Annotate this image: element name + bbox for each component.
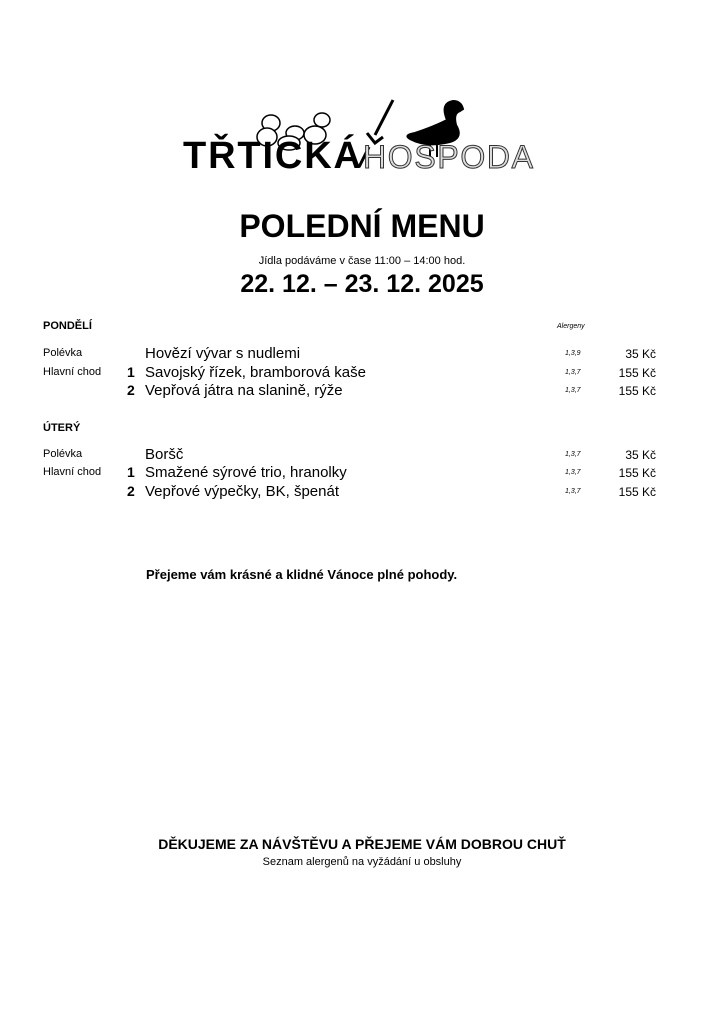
dish-price: 155 Kč [618,485,656,499]
day-heading: ÚTERÝ [43,422,81,434]
dish-allergens: 1,3,7 [565,369,581,376]
dish-allergens: 1,3,7 [565,387,581,394]
dish-name: Vepřová játra na slanině, rýže [145,382,343,399]
day-heading: PONDĚLÍ [43,320,92,332]
page-title: POLEDNÍ MENU [239,208,485,244]
dish-name: Hovězí vývar s nudlemi [145,345,301,362]
restaurant-logo [175,95,545,175]
dish-number: 1 [127,464,135,480]
logo-text-main: TŘTICKÁ [183,135,361,175]
allergen-note: Seznam alergenů na vyžádání u obsluhy [262,856,462,868]
dish-number: 2 [127,483,135,499]
dish-name: Smažené sýrové trio, hranolky [145,464,347,481]
category-label: Polévka [43,347,83,359]
dish-allergens: 1,3,7 [565,469,581,476]
allergens-header: Alergeny [557,323,585,330]
category-label: Hlavní chod [43,366,102,378]
serving-time: Jídla podáváme v čase 11:00 – 14:00 hod. [258,255,466,267]
dish-number: 1 [127,364,135,380]
dish-allergens: 1,3,7 [565,488,581,495]
dish-price: 155 Kč [618,366,656,380]
dish-price: 35 Kč [625,448,656,462]
dish-allergens: 1,3,9 [565,350,581,357]
dish-price: 155 Kč [618,384,656,398]
dish-number: 2 [127,382,135,398]
dish-name: Boršč [145,446,184,463]
category-label: Polévka [43,448,83,460]
dish-name: Vepřové výpečky, BK, špenát [145,483,339,500]
logo-text-secondary: HOSPODA [363,139,533,175]
dish-name: Savojský řízek, bramborová kaše [145,364,366,381]
footer-thanks: DĚKUJEME ZA NÁVŠTĚVU A PŘEJEME VÁM DOBROU CHUŤ [158,836,566,852]
category-label: Hlavní chod [43,466,102,478]
dish-allergens: 1,3,7 [565,451,581,458]
date-range: 22. 12. – 23. 12. 2025 [240,270,484,298]
dish-price: 35 Kč [625,347,656,361]
holiday-wish: Přejeme vám krásné a klidné Vánoce plné pohody. [146,567,458,582]
dish-price: 155 Kč [618,466,656,480]
